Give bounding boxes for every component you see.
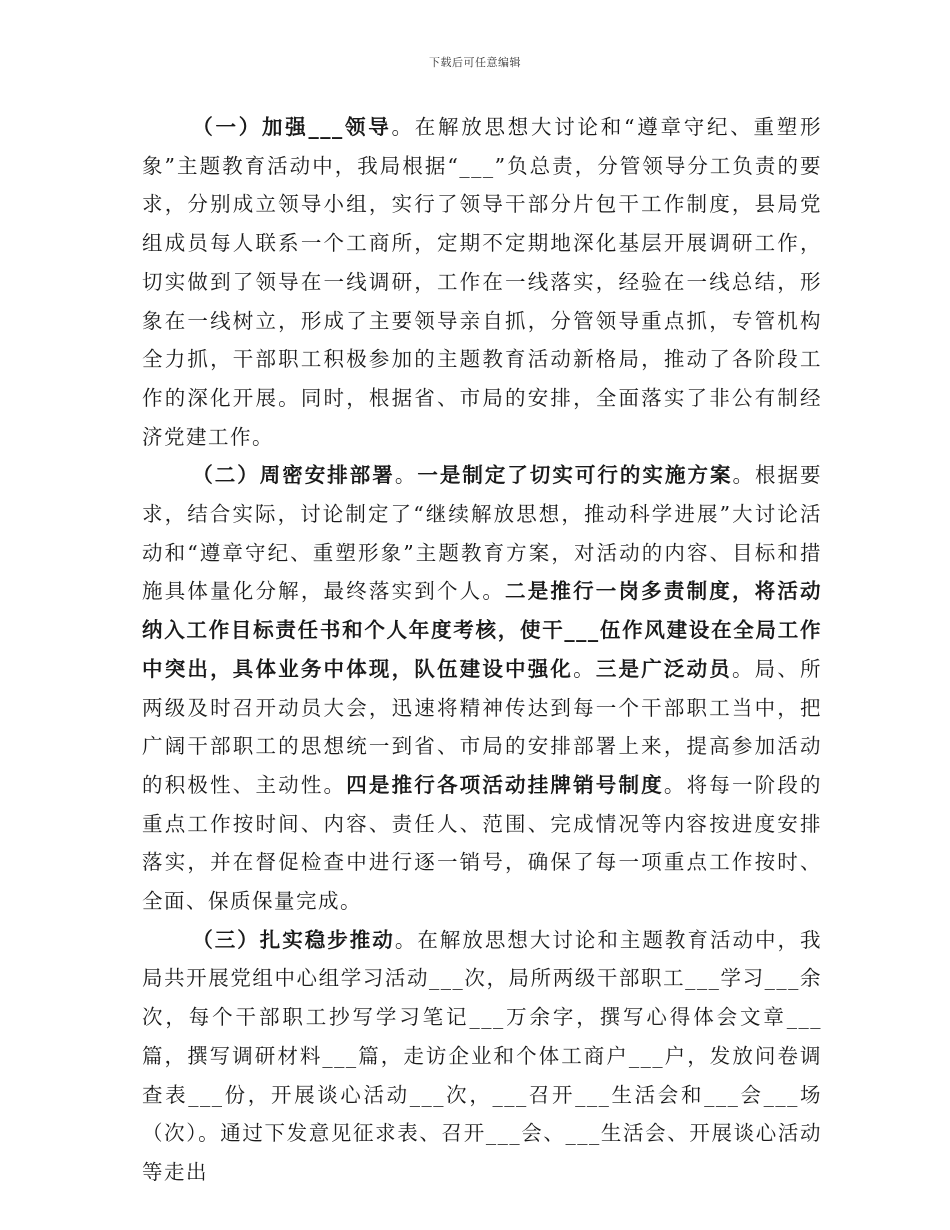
paragraph-text: 。根据要求，结合实际，讨论制定了“继续解放思想，推动科学进展”大讨论活动和“遵章守纪、重塑形象”主题教育方案，对活动的内容、目标和措施具体量化分解，最终落实到个人。 xyxy=(142,463,823,604)
page-header: 下载后可任意编辑 xyxy=(429,56,521,69)
point-two: 二是推行一岗多责制度，将活动纳入工作目标责任书和个人年度考核，使干___伍作风建设在全局工作中突出，具体业务中体现，队伍建设中强化 xyxy=(142,579,823,681)
point-three: 三是广泛动员 xyxy=(595,656,732,681)
paragraph-text: 。 xyxy=(394,463,418,488)
paragraph-text: 。在解放思想大讨论和主题教育活动中，我局共开展党组中心组学习活动___次，局所两级干部职工___学习___余次，每个干部职工抄写学习笔记___万余字，撰写心得体会文章___篇，撰写调研材料___篇，走访企业和个体工商户___户，发放问卷调查表___份，开展谈心活动___次，___召开___生活会和___会___场（次）。通过下发意见征求表、召开___会、___生活会、开展谈心活动等走出 xyxy=(142,927,822,1184)
heading-careful-deployment: （二）周密安排部署 xyxy=(192,463,395,488)
point-four: 四是推行各项活动挂牌销号制度 xyxy=(346,772,664,797)
paragraph-text: 。在解放思想大讨论和“遵章守纪、重塑形象”主题教育活动中，我局根据“___”负总责，分管领导分工负责的要求，分别成立领导小组，实行了领导干部分片包干工作制度，县局党组成员每人联系一个工商所，定期不定期地深化基层开展调研工作，切实做到了领导在一线调研，工作在一线落实，经验在一线总结，形象在一线树立，形成了主要领导亲自抓，分管领导重点抓，专管机构全力抓，干部职工积极参加的主题教育活动新格局，推动了各阶段工作的深化开展。同时，根据省、市局的安排，全面落实了非公有制经济党建工作。 xyxy=(142,115,822,449)
paragraph-progress xyxy=(142,921,822,1192)
paragraph-leadership xyxy=(142,108,822,456)
paragraph-text: 。将每一阶段的重点工作按时间、内容、责任人、范围、完成情况等内容按进度安排落实，并在督促检查中进行逐一销号，确保了每一项重点工作按时、全面、保质保量完成。 xyxy=(142,772,823,914)
paragraph-text: 。 xyxy=(573,656,596,681)
paragraph-text: 。局、所两级及时召开动员大会，迅速将精神传达到每一个干部职工当中，把广阔干部职工的思想统一到省、市局的安排部署上来，提高参加活动的积极性、主动性。 xyxy=(142,656,823,797)
heading-strengthen-leadership: （一）加强___领导 xyxy=(192,115,392,139)
point-one: 一是制定了切实可行的实施方案 xyxy=(417,463,733,488)
heading-steady-progress: （三）扎实稳步推动 xyxy=(192,927,395,952)
document-body xyxy=(142,108,822,1192)
paragraph-deployment xyxy=(142,456,822,920)
